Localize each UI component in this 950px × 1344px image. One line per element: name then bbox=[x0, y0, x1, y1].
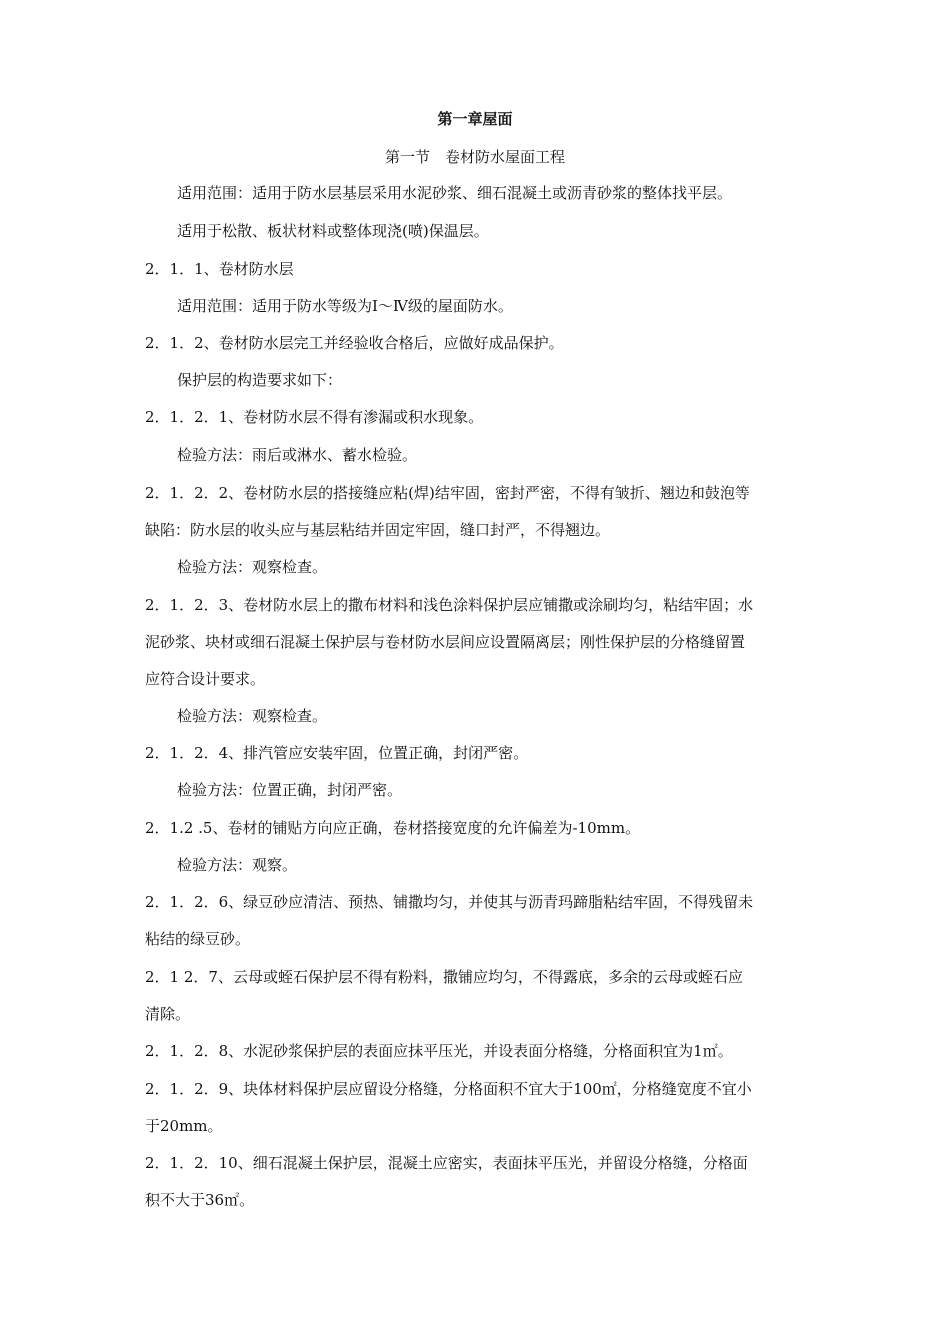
clause: 2．1．2．10、细石混凝土保护层，混凝土应密实，表面抹平压光，并留设分格缝，分格面 积不大于36㎡。 bbox=[145, 1154, 748, 1209]
clause: 2．1.2 .5、卷材的铺贴方向应正确，卷材搭接宽度的允许偏差为-10mm。 bbox=[145, 819, 641, 837]
inspection-method: 检验方法：观察。 bbox=[177, 856, 298, 874]
clause: 2．1 2．7、云母或蛭石保护层不得有粉料，撒铺应均匀，不得露底，多余的云母或蛭石应 清除。 bbox=[145, 968, 743, 1023]
paragraph: 适用范围：适用于防水等级为Ⅰ～Ⅳ级的屋面防水。 bbox=[177, 297, 513, 315]
inspection-method: 检验方法：雨后或淋水、蓄水检验。 bbox=[177, 446, 418, 464]
inspection-method: 检验方法：观察检查。 bbox=[177, 558, 328, 576]
clause: 2．1．2．9、块体材料保护层应留设分格缝，分格面积不宜大于100㎡，分格缝宽度不宜小 于20mm。 bbox=[145, 1080, 752, 1135]
clause: 2．1．2．2、卷材防水层的搭接缝应粘(焊)结牢固，密封严密，不得有皱折、翘边和鼓泡等 缺陷：防水层的收头应与基层粘结并固定牢固，缝口封严，不得翘边。 bbox=[145, 484, 750, 539]
clause: 2．1．2．6、绿豆砂应清洁、预热、铺撒均匀，并使其与沥青玛蹄脂粘结牢固，不得残留未 粘结的绿豆砂。 bbox=[145, 893, 754, 948]
clause: 2．1．2．4、排汽管应安装牢固，位置正确，封闭严密。 bbox=[145, 744, 529, 762]
section-title: 第一节 卷材防水屋面工程 bbox=[384, 148, 565, 166]
inspection-method: 检验方法：位置正确，封闭严密。 bbox=[177, 781, 403, 799]
clause: 2．1．2．8、水泥砂浆保护层的表面应抹平压光，并设表面分格缝，分格面积宜为1㎡。 bbox=[145, 1042, 733, 1060]
chapter-title: 第一章屋面 bbox=[437, 110, 513, 128]
clause: 2．1．2．1、卷材防水层不得有渗漏或积水现象。 bbox=[145, 408, 484, 426]
clause-heading: 2．1．1、卷材防水层 bbox=[145, 260, 294, 278]
paragraph: 适用于松散、板状材料或整体现浇(喷)保温层。 bbox=[177, 222, 489, 240]
clause: 2．1．2．3、卷材防水层上的撒布材料和浅色涂料保护层应铺撒或涂刷均匀，粘结牢固；水 泥砂浆、块材或细石混凝土保护层与卷材防水层间应设置隔离层；刚性保护层的分格缝留置 应符合设计要求。 bbox=[145, 596, 754, 688]
paragraph: 适用范围：适用于防水层基层采用水泥砂浆、细石混凝土或沥青砂浆的整体找平层。 bbox=[177, 184, 733, 202]
inspection-method: 检验方法：观察检查。 bbox=[177, 707, 328, 725]
paragraph: 保护层的构造要求如下： bbox=[177, 371, 343, 389]
clause: 2．1．2、卷材防水层完工并经验收合格后，应做好成品保护。 bbox=[145, 334, 564, 352]
